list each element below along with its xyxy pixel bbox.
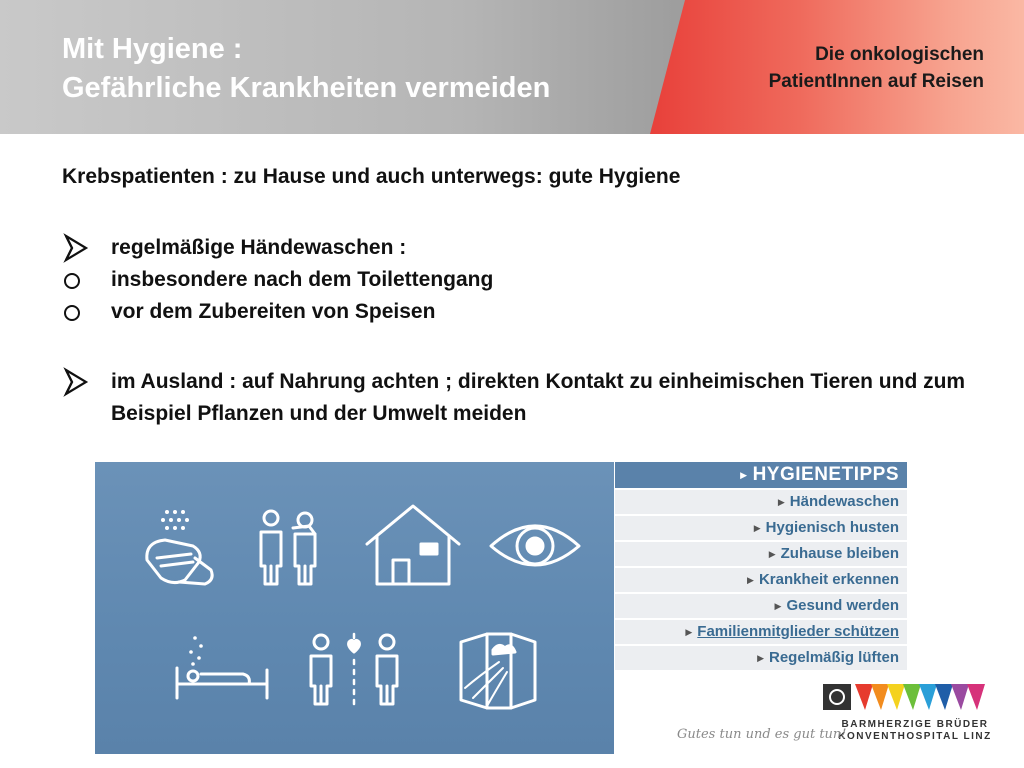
intro-text: Krebspatienten : zu Hause und auch unterwegs: gute Hygiene (62, 165, 681, 188)
menu-item-hygienisch-husten[interactable]: ▶ Hygienisch husten (615, 514, 907, 540)
menu-item-haendewaschen[interactable]: ▶ Händewaschen (615, 488, 907, 514)
diamond-bullet-icon (62, 232, 92, 264)
menu-item-zuhause-bleiben[interactable]: ▶ Zuhause bleiben (615, 540, 907, 566)
sub-bullet-food-prep-text: vor dem Zubereiten von Speisen (111, 300, 436, 323)
triangle-arrow-icon: ▶ (757, 653, 764, 664)
open-window-icon (461, 634, 535, 708)
sub-bullet-toilet (62, 264, 992, 296)
menu-heading: ▶ HYGIENETIPPS (615, 462, 907, 488)
house-icon (367, 506, 459, 584)
sick-in-bed-icon (177, 636, 267, 698)
hygiene-tips-menu (615, 462, 907, 666)
slide-subtitle (769, 41, 984, 95)
diamond-bullet-icon (62, 366, 92, 398)
subtitle-line-1: Die onkologischen (815, 44, 984, 65)
people-distance-icon (311, 634, 397, 704)
triangle-arrow-icon: ▶ (747, 575, 754, 586)
eye-icon (491, 526, 579, 565)
sub-bullet-toilet-text: insbesondere nach dem Toilettengang (111, 268, 494, 291)
menu-item-familienmitglieder-schuetzen[interactable]: ▶ Familienmitglieder schützen (615, 618, 907, 644)
slogan: Gutes tun und es gut tun! (677, 727, 847, 742)
menu-item-regelmaessig-lueften[interactable]: ▶ Regelmäßig lüften (615, 644, 907, 670)
circle-bullet-icon (62, 296, 92, 328)
hygiene-illustration (95, 462, 614, 754)
bullet-hand-washing (62, 232, 992, 264)
triangle-arrow-icon: ▶ (685, 627, 693, 638)
slide-content (62, 160, 992, 430)
title-line-1: Mit Hygiene : (62, 33, 243, 65)
bullet-hand-washing-text: regelmäßige Händewaschen : (111, 236, 407, 259)
triangle-arrow-icon: ▶ (753, 523, 761, 534)
slide-header (0, 0, 1024, 134)
circle-bullet-icon (62, 264, 92, 296)
hand-washing-icon (147, 510, 212, 584)
triangle-arrow-icon: ▶ (740, 470, 748, 480)
triangle-arrow-icon: ▶ (768, 549, 776, 560)
bullet-abroad-text: im Ausland : auf Nahrung achten ; direkten Kontakt zu einheimischen Tieren und zum Beispiel Pflanzen und der Umwelt meiden (111, 370, 966, 425)
triangle-arrow-icon: ▶ (777, 497, 785, 508)
menu-item-krankheit-erkennen[interactable]: ▶ Krankheit erkennen (615, 566, 907, 592)
bullet-abroad (62, 366, 992, 430)
sub-bullet-food-prep (62, 296, 992, 328)
slide-title (62, 30, 550, 108)
logo-line-2: KONVENTHOSPITAL LINZ (838, 731, 992, 742)
subtitle-line-2: PatientInnen auf Reisen (768, 71, 984, 92)
menu-item-gesund-werden[interactable]: ▶ Gesund werden (615, 592, 907, 618)
coughing-people-icon (261, 511, 315, 584)
title-line-2: Gefährliche Krankheiten vermeiden (62, 72, 551, 104)
logo-line-1: BARMHERZIGE BRÜDER (841, 719, 989, 730)
triangle-arrow-icon: ▶ (774, 601, 782, 612)
